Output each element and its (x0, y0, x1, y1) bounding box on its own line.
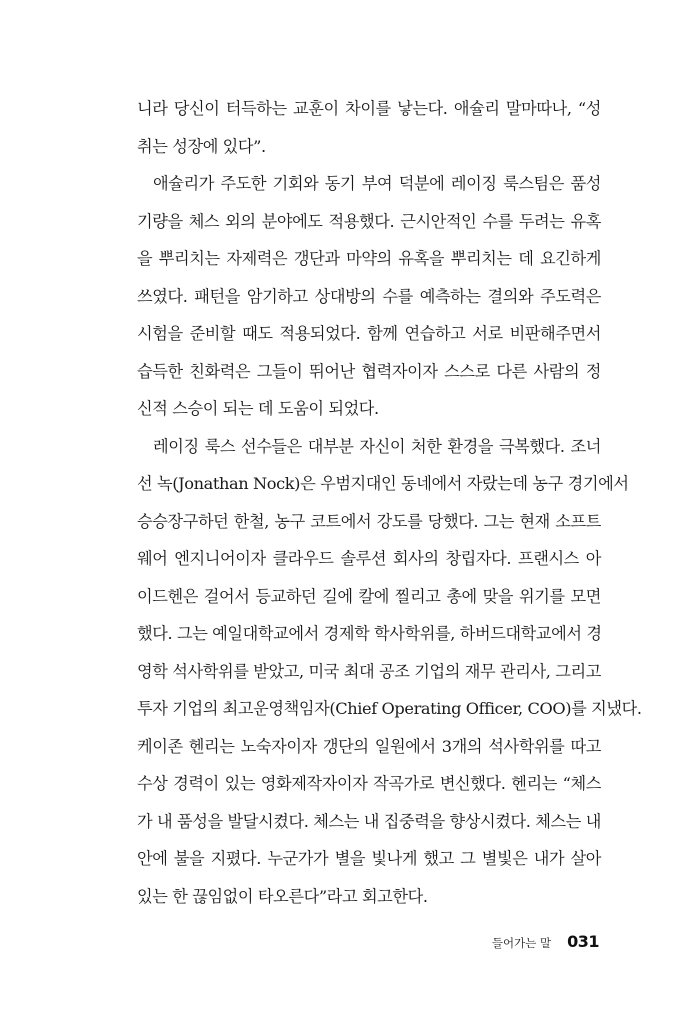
text-line: 애슐리가 주도한 기회와 동기 부여 덕분에 레이징 룩스팀은 품성 (153, 174, 601, 193)
text-line: 했다. 그는 예일대학교에서 경제학 학사학위를, 하버드대학교에서 경 (137, 624, 602, 643)
text-line: 있는 한 끊임없이 타오른다”라고 회고한다. (137, 886, 428, 906)
text-line: 니라 당신이 터득하는 교훈이 차이를 낳는다. 애슐리 말마따나, “성 (137, 99, 601, 118)
text-line: 투자 기업의 최고운영책임자(Chief Operating Officer, COO)를 지냈다. (137, 699, 642, 718)
text-line: 취는 성장에 있다”. (137, 136, 266, 156)
text-line: 영학 석사학위를 받았고, 미국 최대 공조 기업의 재무 관리사, 그리고 (137, 661, 601, 681)
body-text (137, 90, 642, 915)
text-line: 승승장구하던 한철, 농구 코트에서 강도를 당했다. 그는 현재 소프트 (137, 511, 601, 531)
paragraph-3 (137, 428, 642, 916)
running-title: 들어가는 말 (491, 936, 552, 950)
text-line: 선 녹(Jonathan Nock)은 우범지대인 동네에서 자랐는데 농구 경기에서 (137, 474, 629, 493)
text-line: 시험을 준비할 때도 적용되었다. 함께 연습하고 서로 비판해주면서 (137, 324, 601, 343)
text-line: 기량을 체스 외의 분야에도 적용했다. 근시안적인 수를 두려는 유혹 (137, 211, 601, 231)
text-line: 레이징 룩스 선수들은 대부분 자신이 처한 환경을 극복했다. 조너 (153, 436, 601, 456)
paragraph-2 (137, 165, 601, 428)
text-line: 케이존 헨리는 노숙자이자 갱단의 일원에서 3개의 석사학위를 따고 (137, 736, 601, 756)
text-line: 가 내 품성을 발달시켰다. 체스는 내 집중력을 향상시켰다. 체스는 내 (137, 811, 601, 831)
page-number: 031 (567, 932, 599, 951)
text-line: 을 뿌리치는 자제력은 갱단과 마약의 유혹을 뿌리치는 데 요긴하게 (137, 249, 601, 268)
paragraph-1 (137, 90, 601, 165)
text-line: 신적 스승이 되는 데 도움이 되었다. (137, 399, 379, 418)
text-line: 웨어 엔지니어이자 클라우드 솔루션 회사의 창립자다. 프랜시스 아 (137, 549, 601, 568)
text-line: 수상 경력이 있는 영화제작자이자 작곡가로 변신했다. 헨리는 “체스 (137, 774, 601, 793)
text-line: 안에 불을 지폈다. 누군가가 별을 빛나게 했고 그 별빛은 내가 살아 (137, 849, 601, 868)
text-line: 쓰였다. 패턴을 암기하고 상대방의 수를 예측하는 결의와 주도력은 (137, 286, 601, 306)
text-line: 습득한 친화력은 그들이 뛰어난 협력자이자 스스로 다른 사람의 정 (137, 361, 601, 381)
page-footer (492, 932, 599, 956)
text-line: 이드헨은 걸어서 등교하던 길에 칼에 찔리고 총에 맞을 위기를 모면 (137, 586, 601, 606)
